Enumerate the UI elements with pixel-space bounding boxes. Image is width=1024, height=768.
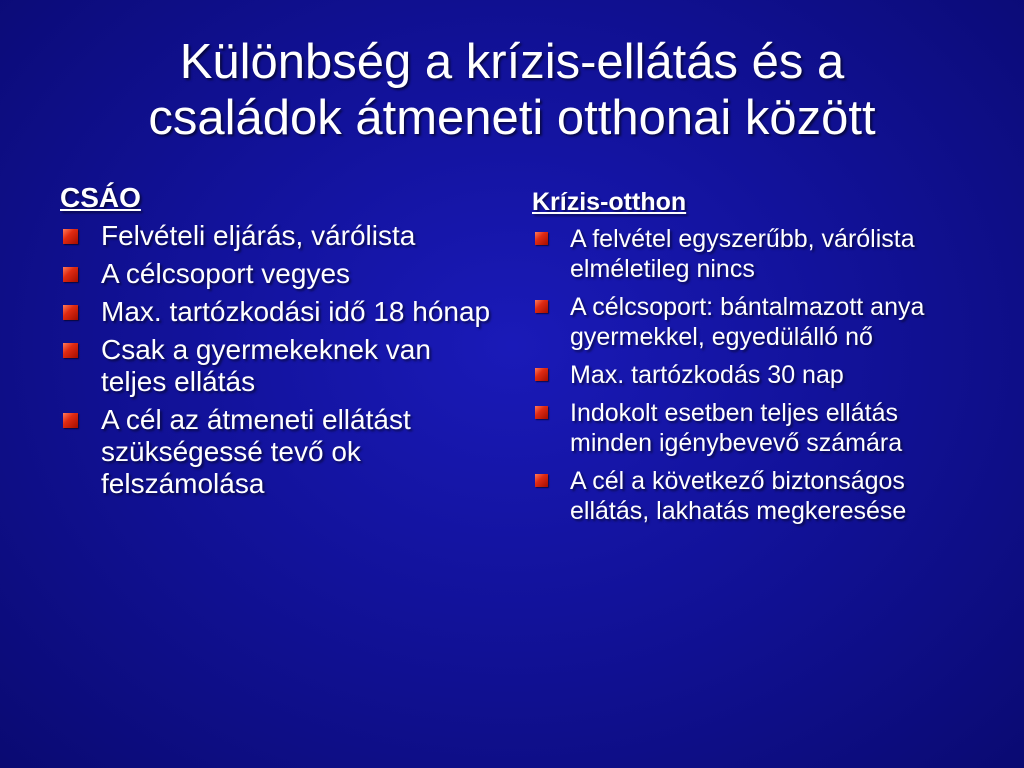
krizis-otthon-item-text: Indokolt esetben teljes ellátás minden igénybevevő számára [570, 399, 903, 457]
red-square-bullet-icon [63, 267, 78, 282]
red-square-bullet-icon [535, 406, 548, 419]
krizis-otthon-list-item [532, 292, 972, 352]
krizis-otthon-item-text: A célcsoport: bántalmazott anya gyermekkel, egyedülálló nő [570, 293, 925, 351]
slide-title-line-2: családok átmeneti otthonai között [148, 91, 876, 145]
csao-column [60, 180, 500, 506]
csao-list-item [60, 404, 500, 500]
csao-item-text: A célcsoport vegyes [101, 258, 351, 289]
krizis-otthon-list-item [532, 398, 972, 458]
csao-list-item [60, 296, 500, 328]
slide-title-line-1: Különbség a krízis-ellátás és a [179, 35, 845, 89]
csao-item-text: A cél az átmeneti ellátást szükségessé tevő ok felszámolása [101, 404, 411, 499]
csao-list-item [60, 220, 500, 252]
red-square-bullet-icon [63, 229, 78, 244]
red-square-bullet-icon [63, 305, 78, 320]
csao-heading: CSÁO [60, 182, 141, 213]
krizis-otthon-item-text: A felvétel egyszerűbb, várólista elméletileg nincs [570, 225, 915, 283]
krizis-otthon-list-item [532, 224, 972, 284]
red-square-bullet-icon [535, 232, 548, 245]
red-square-bullet-icon [63, 343, 78, 358]
krizis-otthon-column [532, 186, 972, 534]
red-square-bullet-icon [535, 300, 548, 313]
csao-item-text: Csak a gyermekeknek van teljes ellátás [101, 334, 431, 397]
csao-list [60, 220, 500, 500]
csao-item-text: Felvételi eljárás, várólista [101, 220, 416, 251]
csao-item-text: Max. tartózkodási idő 18 hónap [101, 296, 491, 327]
csao-list-item [60, 258, 500, 290]
krizis-otthon-item-text: A cél a következő biztonságos ellátás, lakhatás megkeresése [570, 467, 907, 525]
slide-title [0, 34, 1024, 146]
krizis-otthon-list-item [532, 466, 972, 526]
red-square-bullet-icon [63, 413, 78, 428]
krizis-otthon-item-text: Max. tartózkodás 30 nap [570, 361, 844, 389]
red-square-bullet-icon [535, 368, 548, 381]
krizis-otthon-list [532, 224, 972, 526]
red-square-bullet-icon [535, 474, 548, 487]
krizis-otthon-list-item [532, 360, 972, 390]
krizis-otthon-heading: Krízis-otthon [532, 188, 687, 216]
csao-list-item [60, 334, 500, 398]
